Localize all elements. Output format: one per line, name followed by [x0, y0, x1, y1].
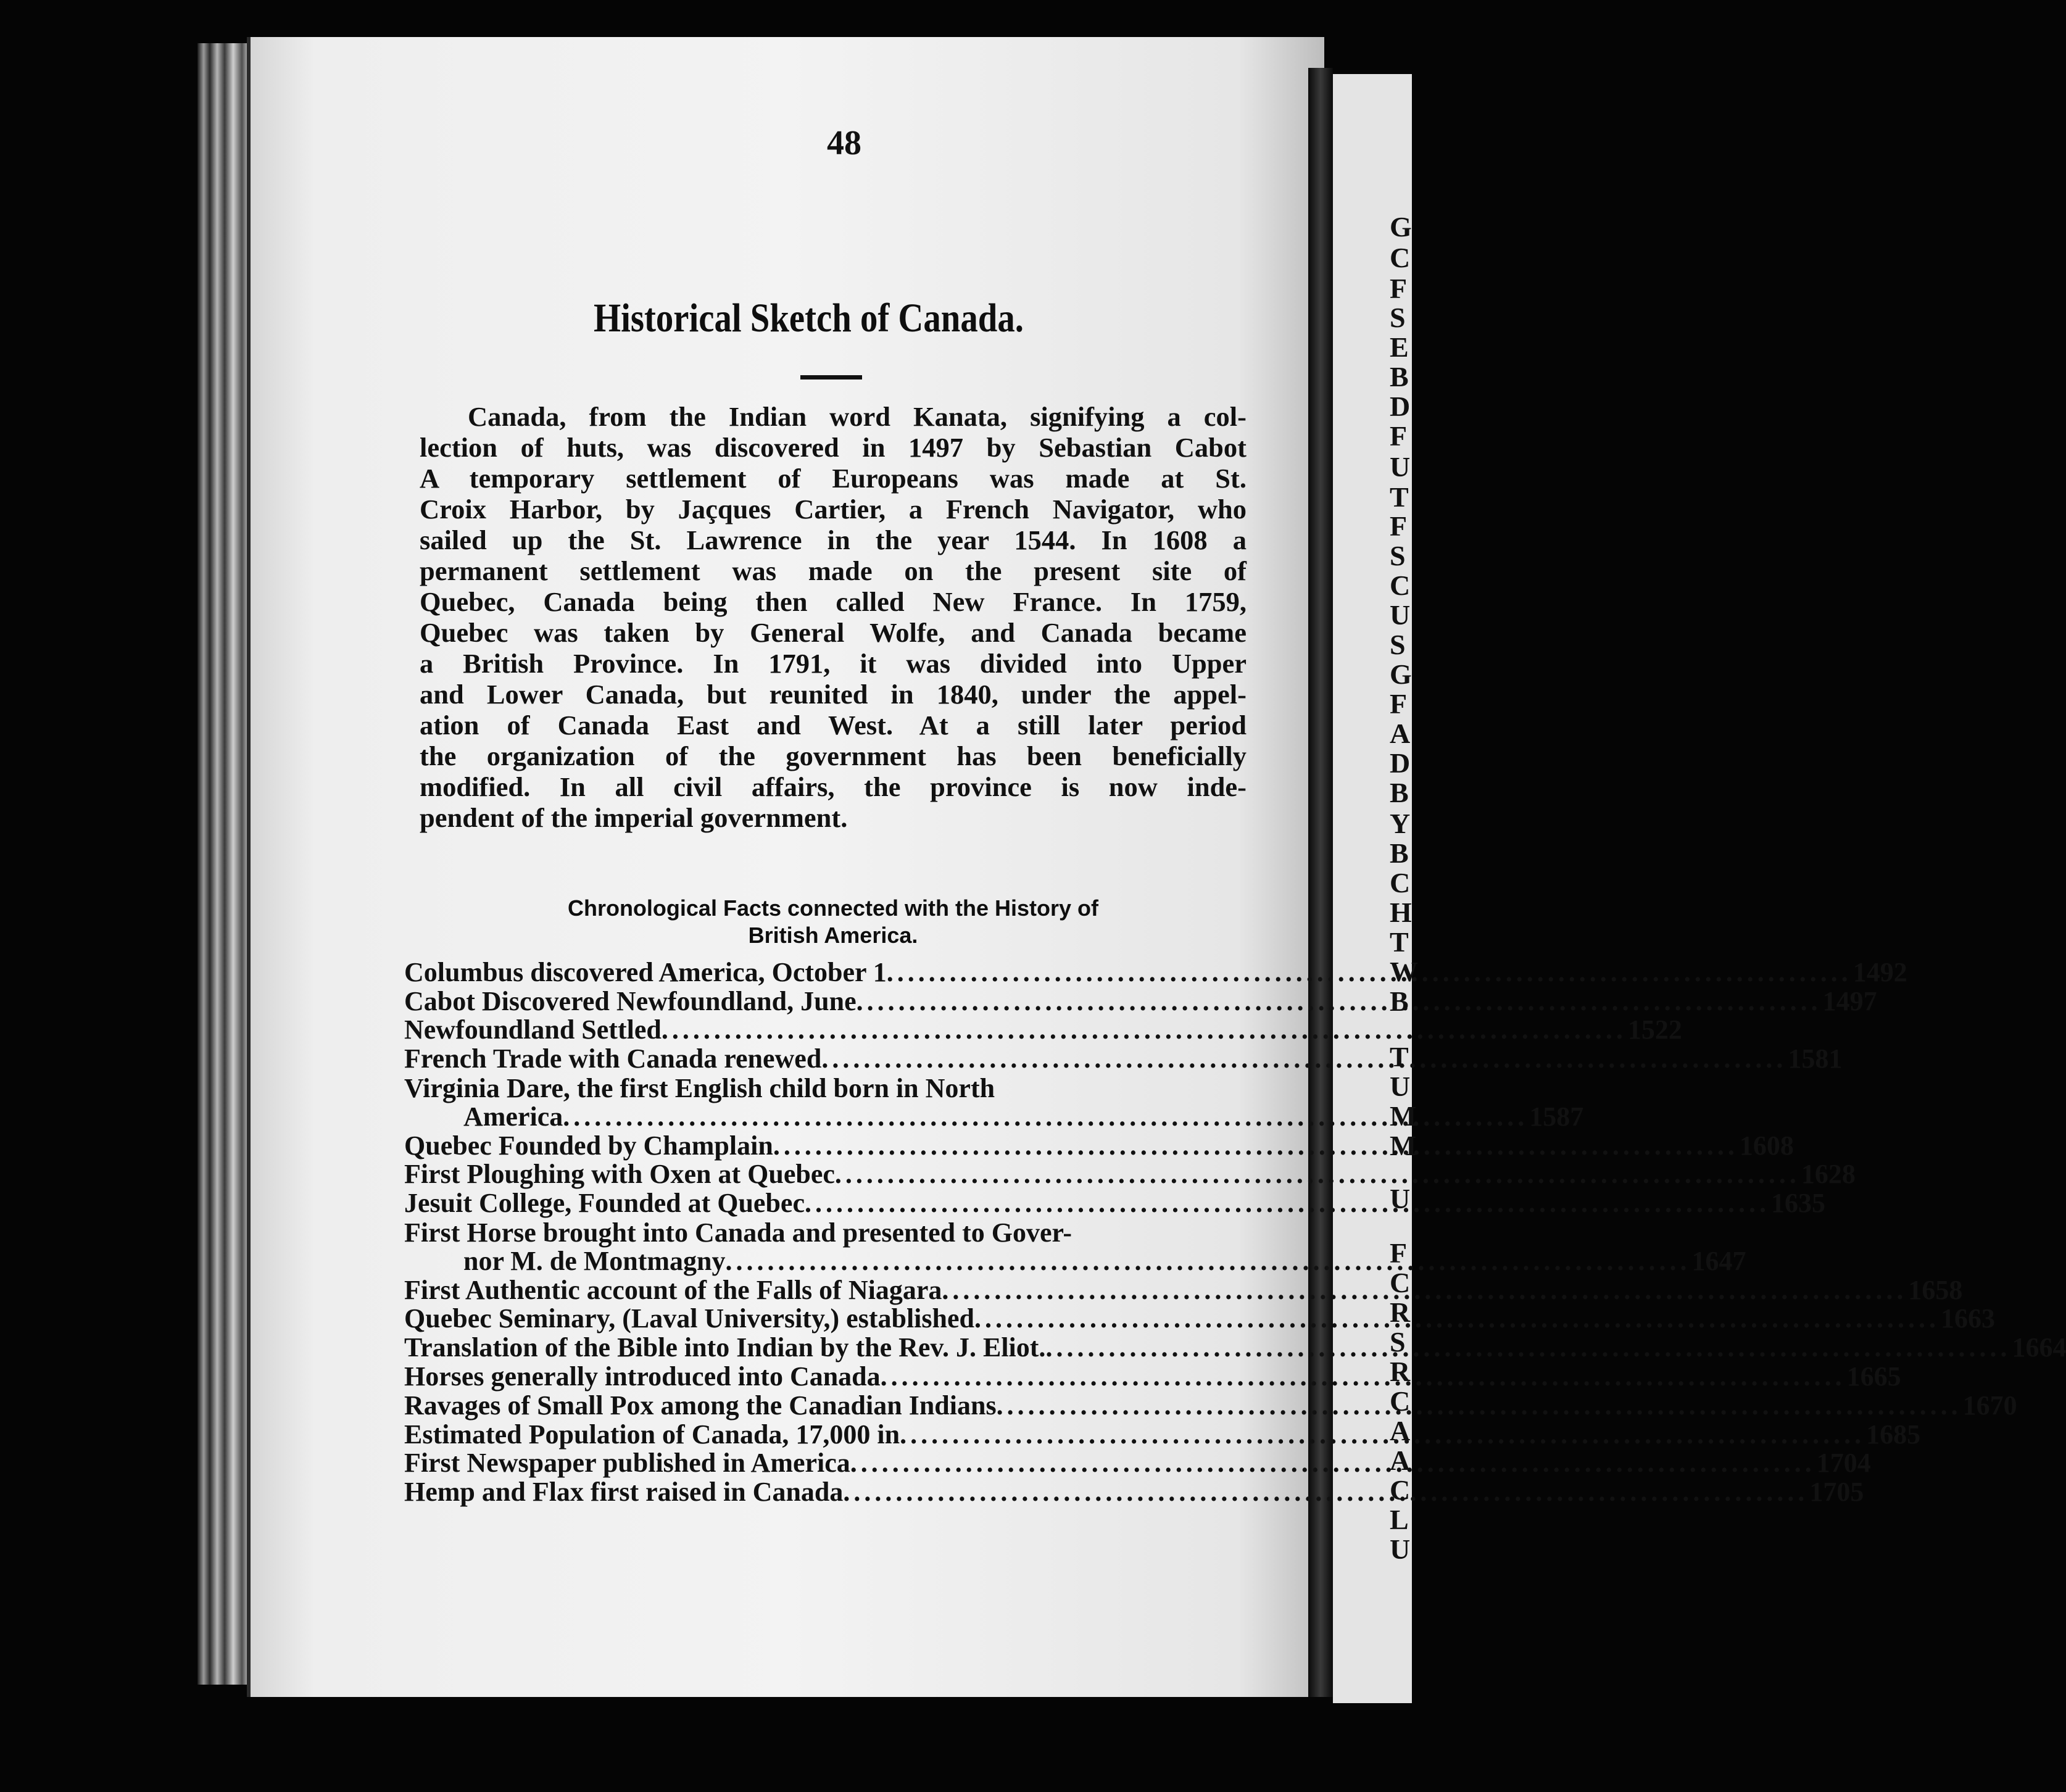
adjacent-page-letter: R: [1390, 1296, 1411, 1328]
adjacent-page-letter: D: [1390, 747, 1411, 779]
adjacent-page-letter: U: [1390, 1071, 1411, 1102]
adjacent-page-letter: B: [1390, 837, 1409, 869]
chronology-entry: [404, 956, 1907, 987]
adjacent-page-letter: U: [1390, 1183, 1411, 1214]
adjacent-page-letter: G: [1390, 658, 1412, 690]
entry-year: 1670: [1962, 1390, 2017, 1421]
adjacent-page-letter: E: [1390, 331, 1409, 363]
paragraph-line: and Lower Canada, but reunited in 1840, under the appel-: [420, 679, 1247, 710]
leader-dots: [805, 1189, 1770, 1217]
leader-dots: [821, 1041, 1786, 1073]
entry-event-continuation: nor M. de Montmagny: [463, 1245, 726, 1276]
paragraph-line: lection of huts, was discovered in 1497 by Sebastian Cabot: [420, 432, 1247, 463]
paragraph-line: pendent of the imperial government.: [420, 802, 848, 833]
adjacent-page-letter: S: [1390, 629, 1406, 660]
chronology-entry: [404, 1274, 1963, 1305]
entry-event: Quebec Seminary, (Laval University,) established: [404, 1303, 974, 1334]
adjacent-page-letter: C: [1390, 570, 1411, 601]
entry-year: 1665: [1846, 1361, 1901, 1392]
adjacent-page-letter: D: [1390, 391, 1411, 422]
entry-event: First Horse brought into Canada and presented to Gover-: [404, 1217, 1072, 1248]
entry-year: 1704: [1816, 1448, 1871, 1479]
entry-year: 1658: [1908, 1274, 1963, 1305]
entry-year: 1663: [1941, 1303, 1995, 1334]
entry-year: 1581: [1788, 1043, 1843, 1074]
leader-dots: [887, 958, 1852, 987]
chronology-entry: [404, 1303, 1995, 1334]
entry-year: 1628: [1801, 1159, 1856, 1190]
entry-year: 1587: [1529, 1101, 1584, 1132]
paragraph-line: a British Province. In 1791, it was divided into Upper: [420, 648, 1247, 679]
paragraph-line: sailed up the St. Lawrence in the year 1544. In 1608 a: [420, 525, 1247, 555]
paragraph-line: modified. In all civil affairs, the province is now inde-: [420, 771, 1247, 802]
chronology-entry: [404, 1014, 1682, 1045]
entry-event: Newfoundland Settled: [404, 1014, 662, 1045]
entry-event: First Authentic account of the Falls of Niagara: [404, 1274, 942, 1305]
chronology-entry: [404, 1448, 1871, 1479]
chronology-entry: [404, 1390, 2017, 1421]
leader-dots: [843, 1474, 1808, 1506]
adjacent-page-letter: C: [1390, 1267, 1411, 1298]
adjacent-page-letter: M: [1390, 1100, 1417, 1132]
leader-dots: [997, 1392, 1962, 1420]
entry-event: Horses generally introduced into Canada: [404, 1361, 881, 1392]
entry-event: Cabot Discovered Newfoundland, June: [404, 985, 857, 1016]
chronology-heading-line: Chronological Facts connected with the History of: [567, 895, 1099, 921]
entry-event: Quebec Founded by Champlain: [404, 1130, 773, 1161]
entry-event: Hemp and Flax first raised in Canada: [404, 1477, 844, 1508]
leader-dots: [726, 1247, 1691, 1276]
chronology-entry: [404, 1159, 1856, 1190]
entry-year: 1522: [1627, 1014, 1682, 1045]
leader-dots: [942, 1276, 1907, 1305]
leader-dots: [974, 1305, 1939, 1333]
leader-dots: [881, 1363, 1846, 1391]
adjacent-page-letter: U: [1390, 1533, 1411, 1565]
leader-dots: [900, 1421, 1865, 1449]
entry-year: 1705: [1809, 1477, 1864, 1508]
adjacent-page-letter: U: [1390, 599, 1411, 631]
chronology-entry: [404, 1361, 1901, 1392]
adjacent-page-letter: S: [1390, 302, 1406, 333]
chronology-entry: [404, 1332, 2066, 1363]
adjacent-page-letter: T: [1390, 1041, 1409, 1072]
adjacent-page-letter: F: [1390, 273, 1408, 304]
chronology-entry: [404, 985, 1877, 1016]
adjacent-page-letter: T: [1390, 926, 1409, 958]
leader-dots: [773, 1132, 1738, 1160]
adjacent-page-letter: B: [1390, 985, 1409, 1017]
adjacent-page-letter: C: [1390, 1474, 1411, 1506]
paragraph-line: Quebec, Canada being then called New France. In 1759,: [420, 586, 1247, 617]
entry-event: Translation of the Bible into Indian by the Rev. J. Eliot.: [404, 1332, 1046, 1363]
entry-event: First Ploughing with Oxen at Quebec: [404, 1159, 835, 1190]
leader-dots: [662, 1016, 1627, 1044]
chronology-entry: [404, 1043, 1843, 1074]
paragraph-line: Canada, from the Indian word Kanata, signifying a col-: [468, 401, 1247, 432]
adjacent-page-letter: U: [1390, 451, 1411, 483]
leader-dots: [1045, 1334, 2010, 1362]
entry-year: 1492: [1852, 956, 1907, 987]
entry-year: 1608: [1739, 1130, 1794, 1161]
page-title: Historical Sketch of Canada.: [594, 296, 1024, 341]
adjacent-page-letter: T: [1390, 481, 1409, 513]
history-paragraph: [420, 401, 1247, 833]
adjacent-page-letter: S: [1390, 1326, 1406, 1358]
chronology-heading: [420, 895, 1247, 949]
chronology-entry: [404, 1188, 1825, 1219]
adjacent-page-letter: B: [1390, 361, 1409, 392]
entry-event-continuation: America: [463, 1101, 563, 1132]
adjacent-page-letter: S: [1390, 540, 1406, 571]
entry-event: Ravages of Small Pox among the Canadian Indians: [404, 1390, 997, 1421]
entry-event: Jesuit College, Founded at Quebec: [404, 1188, 805, 1219]
adjacent-page-letter: W: [1390, 956, 1418, 987]
adjacent-page-letter: F: [1390, 688, 1408, 720]
adjacent-page-letter: R: [1390, 1356, 1411, 1387]
title-rule: [800, 375, 862, 380]
paragraph-line: permanent settlement was made on the present site of: [420, 555, 1247, 586]
chronology-entry: [404, 1072, 1584, 1132]
paragraph-line: A temporary settlement of Europeans was made at St.: [420, 463, 1247, 494]
adjacent-page-letter: C: [1390, 867, 1411, 898]
leader-dots: [563, 1100, 1528, 1132]
paragraph-line: the organization of the government has been beneficially: [420, 740, 1247, 771]
entry-event: French Trade with Canada renewed: [404, 1043, 822, 1074]
chronology-heading-line: British America.: [748, 923, 918, 948]
adjacent-page-letter: A: [1390, 718, 1411, 749]
entry-year: 1647: [1691, 1245, 1746, 1276]
adjacent-page-letter: H: [1390, 897, 1412, 928]
paragraph-line: Quebec was taken by General Wolfe, and Canada became: [420, 617, 1247, 648]
adjacent-page-letter: Y: [1390, 808, 1411, 839]
adjacent-page-letter: F: [1390, 1237, 1408, 1269]
chronology-entry: [404, 1130, 1794, 1161]
leader-dots: [857, 987, 1822, 1016]
paragraph-line: Croix Harbor, by Jaçques Cartier, a French Navigator, who: [420, 494, 1247, 525]
entry-event: First Newspaper published in America: [404, 1448, 850, 1479]
adjacent-page-letter: F: [1390, 510, 1408, 542]
entry-year: 1685: [1866, 1419, 1921, 1450]
adjacent-page-letter: A: [1390, 1445, 1411, 1476]
entry-year: 1664: [2012, 1332, 2066, 1363]
chronology-entry: [404, 1419, 1921, 1450]
chronology-entry: [404, 1477, 1864, 1508]
entry-year: 1497: [1822, 985, 1877, 1016]
leader-dots: [835, 1160, 1800, 1188]
chronology-entry: [404, 1217, 1746, 1276]
chronology-list: [404, 956, 2066, 1508]
adjacent-page-letter: F: [1390, 420, 1408, 452]
entry-event: Estimated Population of Canada, 17,000 in: [404, 1419, 900, 1450]
adjacent-page-letter: G: [1390, 211, 1412, 243]
leader-dots: [850, 1449, 1815, 1477]
adjacent-page-letter: B: [1390, 777, 1409, 808]
adjacent-page-letter: L: [1390, 1504, 1409, 1535]
entry-year: 1635: [1770, 1188, 1825, 1219]
page-number: 48: [827, 124, 861, 162]
entry-event: Columbus discovered America, October 1: [404, 956, 887, 987]
adjacent-page-letter: C: [1390, 1385, 1411, 1417]
adjacent-page-letter: C: [1390, 242, 1411, 273]
paragraph-line: ation of Canada East and West. At a still later period: [420, 710, 1247, 740]
entry-event: Virginia Dare, the first English child born in North: [404, 1072, 995, 1103]
adjacent-page-letter: M: [1390, 1130, 1417, 1161]
adjacent-page-letter: A: [1390, 1415, 1411, 1446]
